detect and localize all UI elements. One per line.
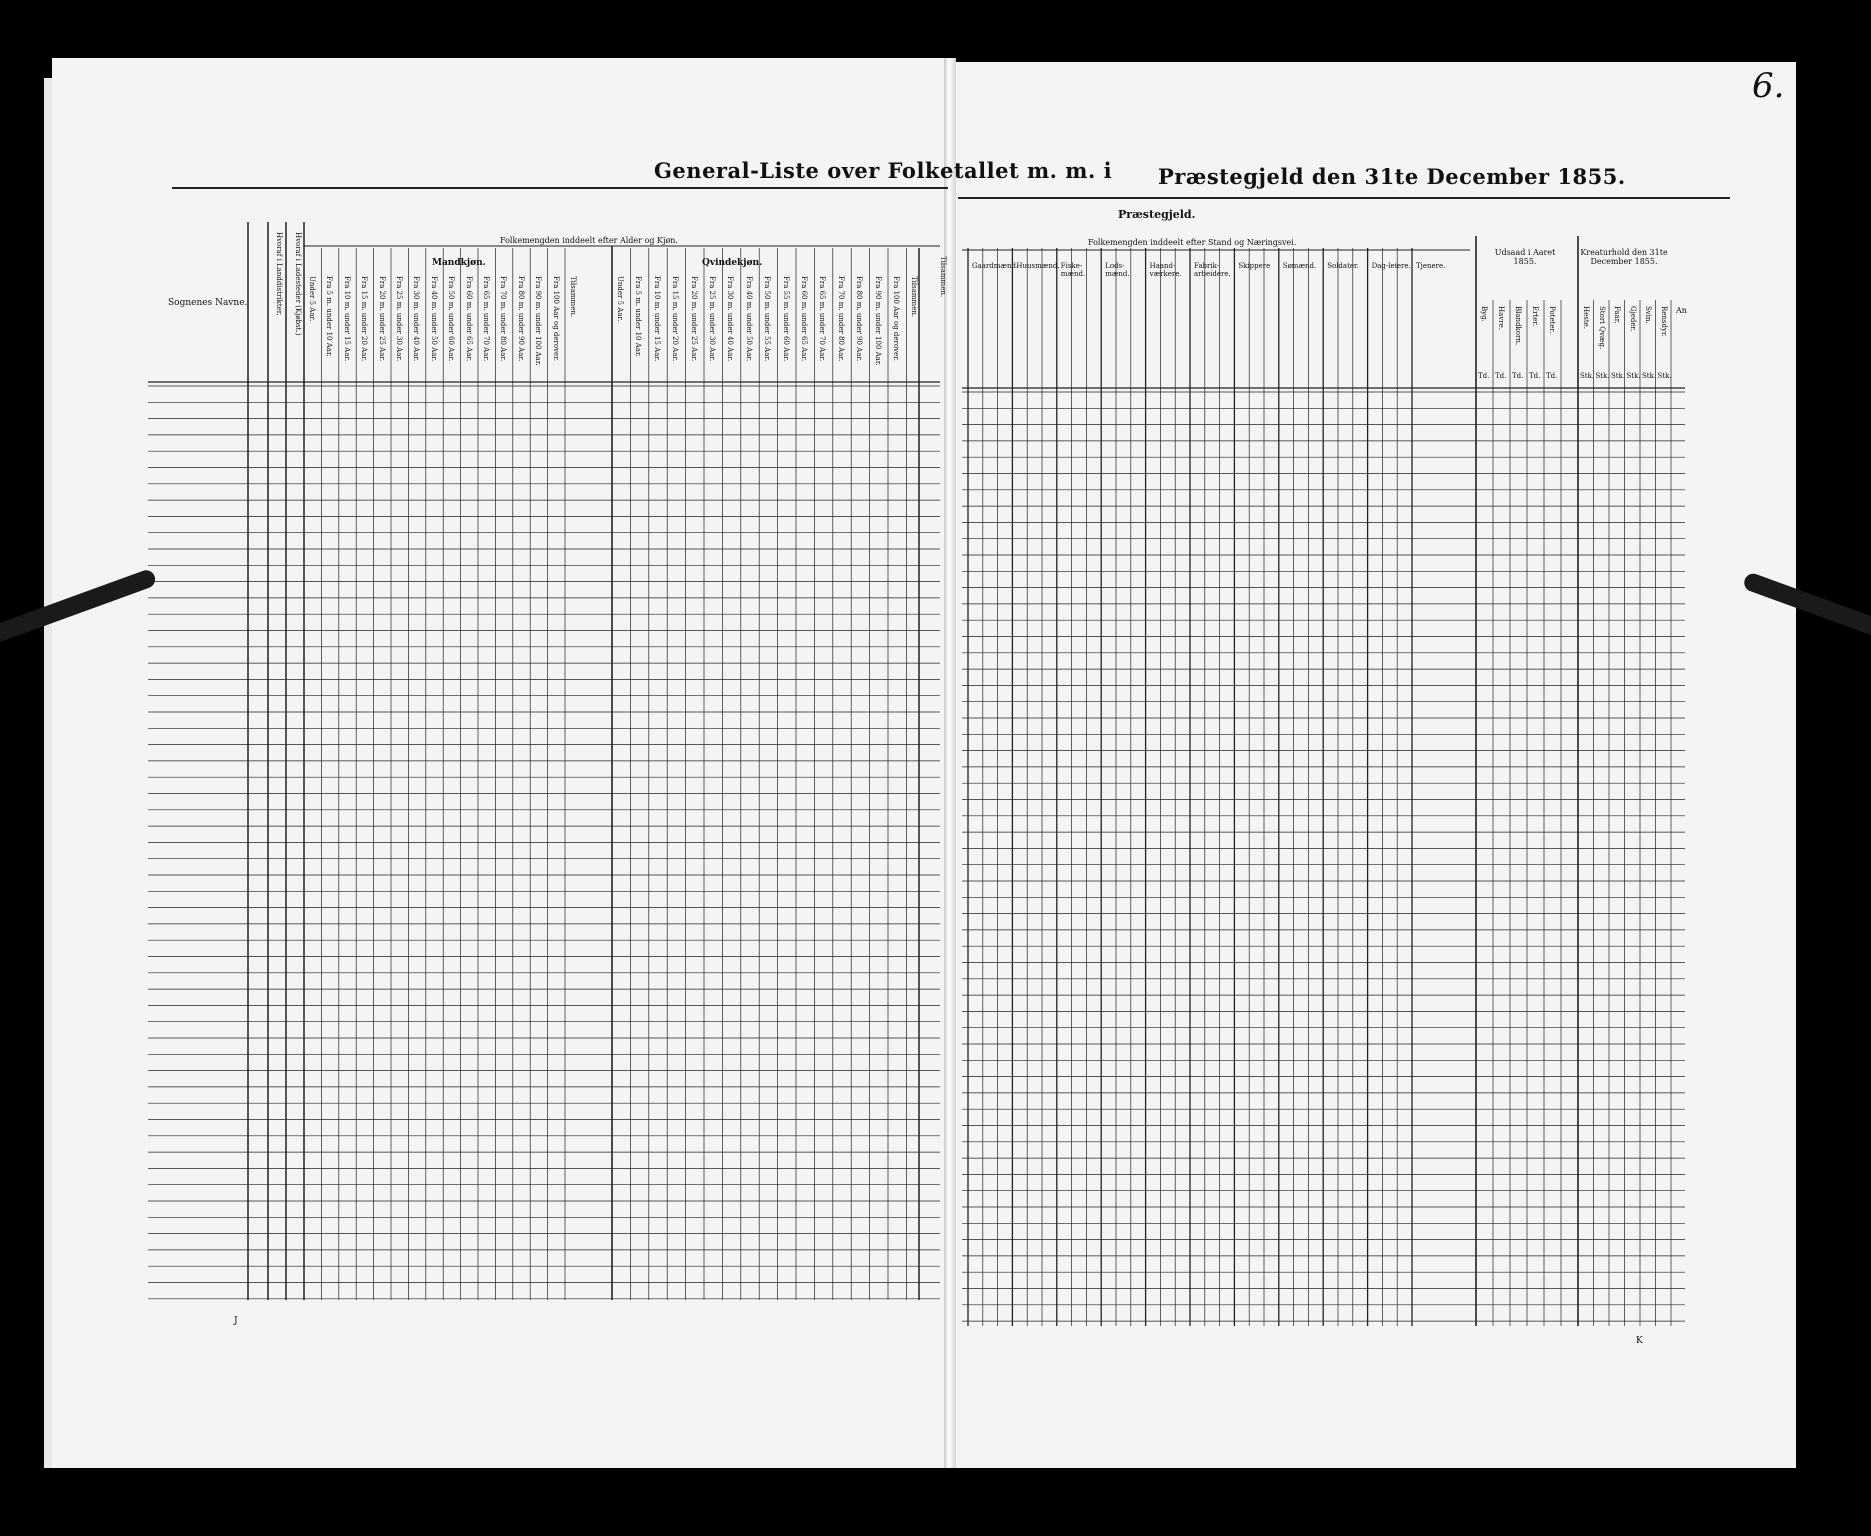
column-header-female-age: Fra 65 m. under 70 Aar. [818, 276, 827, 362]
column-header-male-age: Tilsammen. [569, 276, 577, 318]
column-header-sown-crop: Blandkorn. [1514, 306, 1522, 346]
footer-letter-left: J [234, 1316, 238, 1326]
column-header-parish-names: Sognenes Navne. [168, 298, 248, 308]
subheader-male: Mandkjøn. [432, 258, 486, 268]
column-header-female-age: Fra 50 m. under 55 Aar. [763, 276, 772, 362]
column-header-occupation: Skippere [1238, 262, 1271, 270]
column-header-occupation: Fiske-mænd. [1060, 262, 1086, 278]
column-header-male-age: Fra 30 m. under 40 Aar. [412, 276, 421, 362]
group-header-age-sex: Folkemengden inddeelt efter Alder og Kjøn. [500, 236, 678, 245]
column-header-occupation: Dag-leiere. [1371, 262, 1411, 270]
column-header-female-age: Fra 5 m. under 10 Aar. [634, 276, 643, 357]
column-header-livestock: Gjeder. [1628, 306, 1637, 332]
unit-label-tonne: Td. [1512, 372, 1524, 380]
group-header-livestock: Kreaturhold den 31te December 1855. [1580, 248, 1668, 266]
column-header-female-age: Fra 100 Aar og derover. [892, 276, 900, 361]
column-header-male-age: Fra 15 m. under 20 Aar. [360, 276, 369, 362]
column-header-male-age: Fra 5 m. under 10 Aar. [325, 276, 334, 357]
unit-label-piece: Stk. [1580, 372, 1595, 380]
column-header-occupation: Huusmænd. [1016, 262, 1060, 270]
column-header-occupation: Tjenere. [1416, 262, 1446, 270]
footer-letter-right: K [1636, 1336, 1643, 1346]
column-header-male-age: Fra 80 m. under 90 Aar. [516, 276, 525, 362]
column-header-female-age: Fra 15 m. under 20 Aar. [671, 276, 680, 362]
column-header-female-age: Fra 40 m. under 50 Aar. [744, 276, 753, 362]
column-header-livestock: Stort Qvæg. [1597, 306, 1606, 350]
subheader-female: Qvindekjøn. [702, 258, 763, 268]
column-header-occupation: Haand-værkere. [1149, 262, 1182, 278]
column-header-male-age: Fra 65 m. under 70 Aar. [482, 276, 490, 362]
column-header-male-age: Under 5 Aar. [308, 276, 316, 322]
column-header-livestock: Rensdyr. [1659, 306, 1668, 337]
left-page-title: General-Liste over Folketallet m. m. i [654, 158, 1113, 183]
unit-label-tonne: Td. [1529, 372, 1541, 380]
column-header-occupation: Fabrik-arbeidere. [1194, 262, 1231, 278]
column-header-female-age: Fra 80 m. under 90 Aar. [855, 276, 864, 362]
column-header-female-age: Fra 25 m. under 30 Aar. [708, 276, 716, 362]
column-header-male-age: Fra 50 m. under 60 Aar. [447, 276, 456, 362]
column-header-livestock: Faar. [1613, 306, 1621, 324]
page-number: 6. [1752, 66, 1785, 106]
column-header-livestock: Svin. [1644, 306, 1652, 324]
column-header-occupation: Soldater. [1327, 262, 1359, 270]
margin-text: An [1676, 306, 1687, 315]
group-header-occupation: Folkemengden inddeelt efter Stand og Næringsvei. [1088, 238, 1297, 247]
column-header-female-age: Fra 55 m. under 60 Aar. [781, 276, 790, 362]
column-header-male-age: Fra 25 m. under 30 Aar. [395, 276, 403, 362]
column-header-total: Tilsammen. [939, 256, 947, 298]
column-header-female-age: Fra 20 m. under 25 Aar. [689, 276, 698, 362]
column-header-livestock: Heste. [1582, 306, 1590, 330]
group-header-sown: Udsaad i Aaret 1855. [1494, 248, 1556, 266]
column-header-female-age: Fra 90 m. under 100 Aar. [873, 276, 882, 366]
unit-label-piece: Stk. [1611, 372, 1626, 380]
column-header-female-age: Under 5 Aar. [616, 276, 624, 322]
column-header-male-age: Fra 100 Aar og derover. [551, 276, 560, 361]
column-header-female-age: Tilsammen. [910, 276, 919, 318]
column-header-male-age: Fra 10 m. under 15 Aar. [342, 276, 351, 362]
unit-label-tonne: Td. [1495, 372, 1507, 380]
unit-label-piece: Stk. [1657, 372, 1672, 380]
column-header-male-age: Fra 20 m. under 25 Aar. [377, 276, 386, 362]
unit-label-tonne: Td. [1478, 372, 1490, 380]
unit-label-piece: Stk. [1626, 372, 1641, 380]
unit-label-piece: Stk. [1642, 372, 1657, 380]
column-header-sown-crop: Erter. [1531, 306, 1539, 327]
column-header-female-age: Fra 60 m. under 65 Aar. [800, 276, 808, 362]
column-header-male-age: Fra 70 m. under 80 Aar. [499, 276, 508, 362]
column-header-occupation: Lods-mænd. [1105, 262, 1130, 278]
right-page-subtitle: Præstegjeld. [1118, 208, 1196, 221]
column-header-rural: Hvoraf i Landdistrikter. [275, 232, 283, 316]
column-header-sown-crop: Poteter. [1548, 306, 1556, 334]
column-header-male-age: Fra 90 m. under 100 Aar. [534, 276, 543, 366]
unit-label-piece: Stk. [1595, 372, 1610, 380]
column-header-female-age: Fra 10 m. under 15 Aar. [652, 276, 661, 362]
column-header-sown-crop: Byg. [1480, 306, 1488, 322]
column-header-sown-crop: Havre. [1497, 306, 1505, 330]
column-header-female-age: Fra 30 m. under 40 Aar. [726, 276, 735, 362]
unit-label-tonne: Td. [1546, 372, 1558, 380]
column-header-occupation: Sømænd. [1282, 262, 1317, 270]
column-header-male-age: Fra 40 m. under 50 Aar. [429, 276, 438, 362]
column-header-male-age: Fra 60 m. under 65 Aar. [464, 276, 473, 362]
column-header-female-age: Fra 70 m. under 80 Aar. [836, 276, 845, 362]
column-header-occupation: Gaardmænd. [972, 262, 1019, 270]
column-header-towns: Hvoraf i Ladesteder (Kjøbst.) [294, 232, 302, 336]
right-page-title: Præstegjeld den 31te December 1855. [1158, 164, 1626, 189]
